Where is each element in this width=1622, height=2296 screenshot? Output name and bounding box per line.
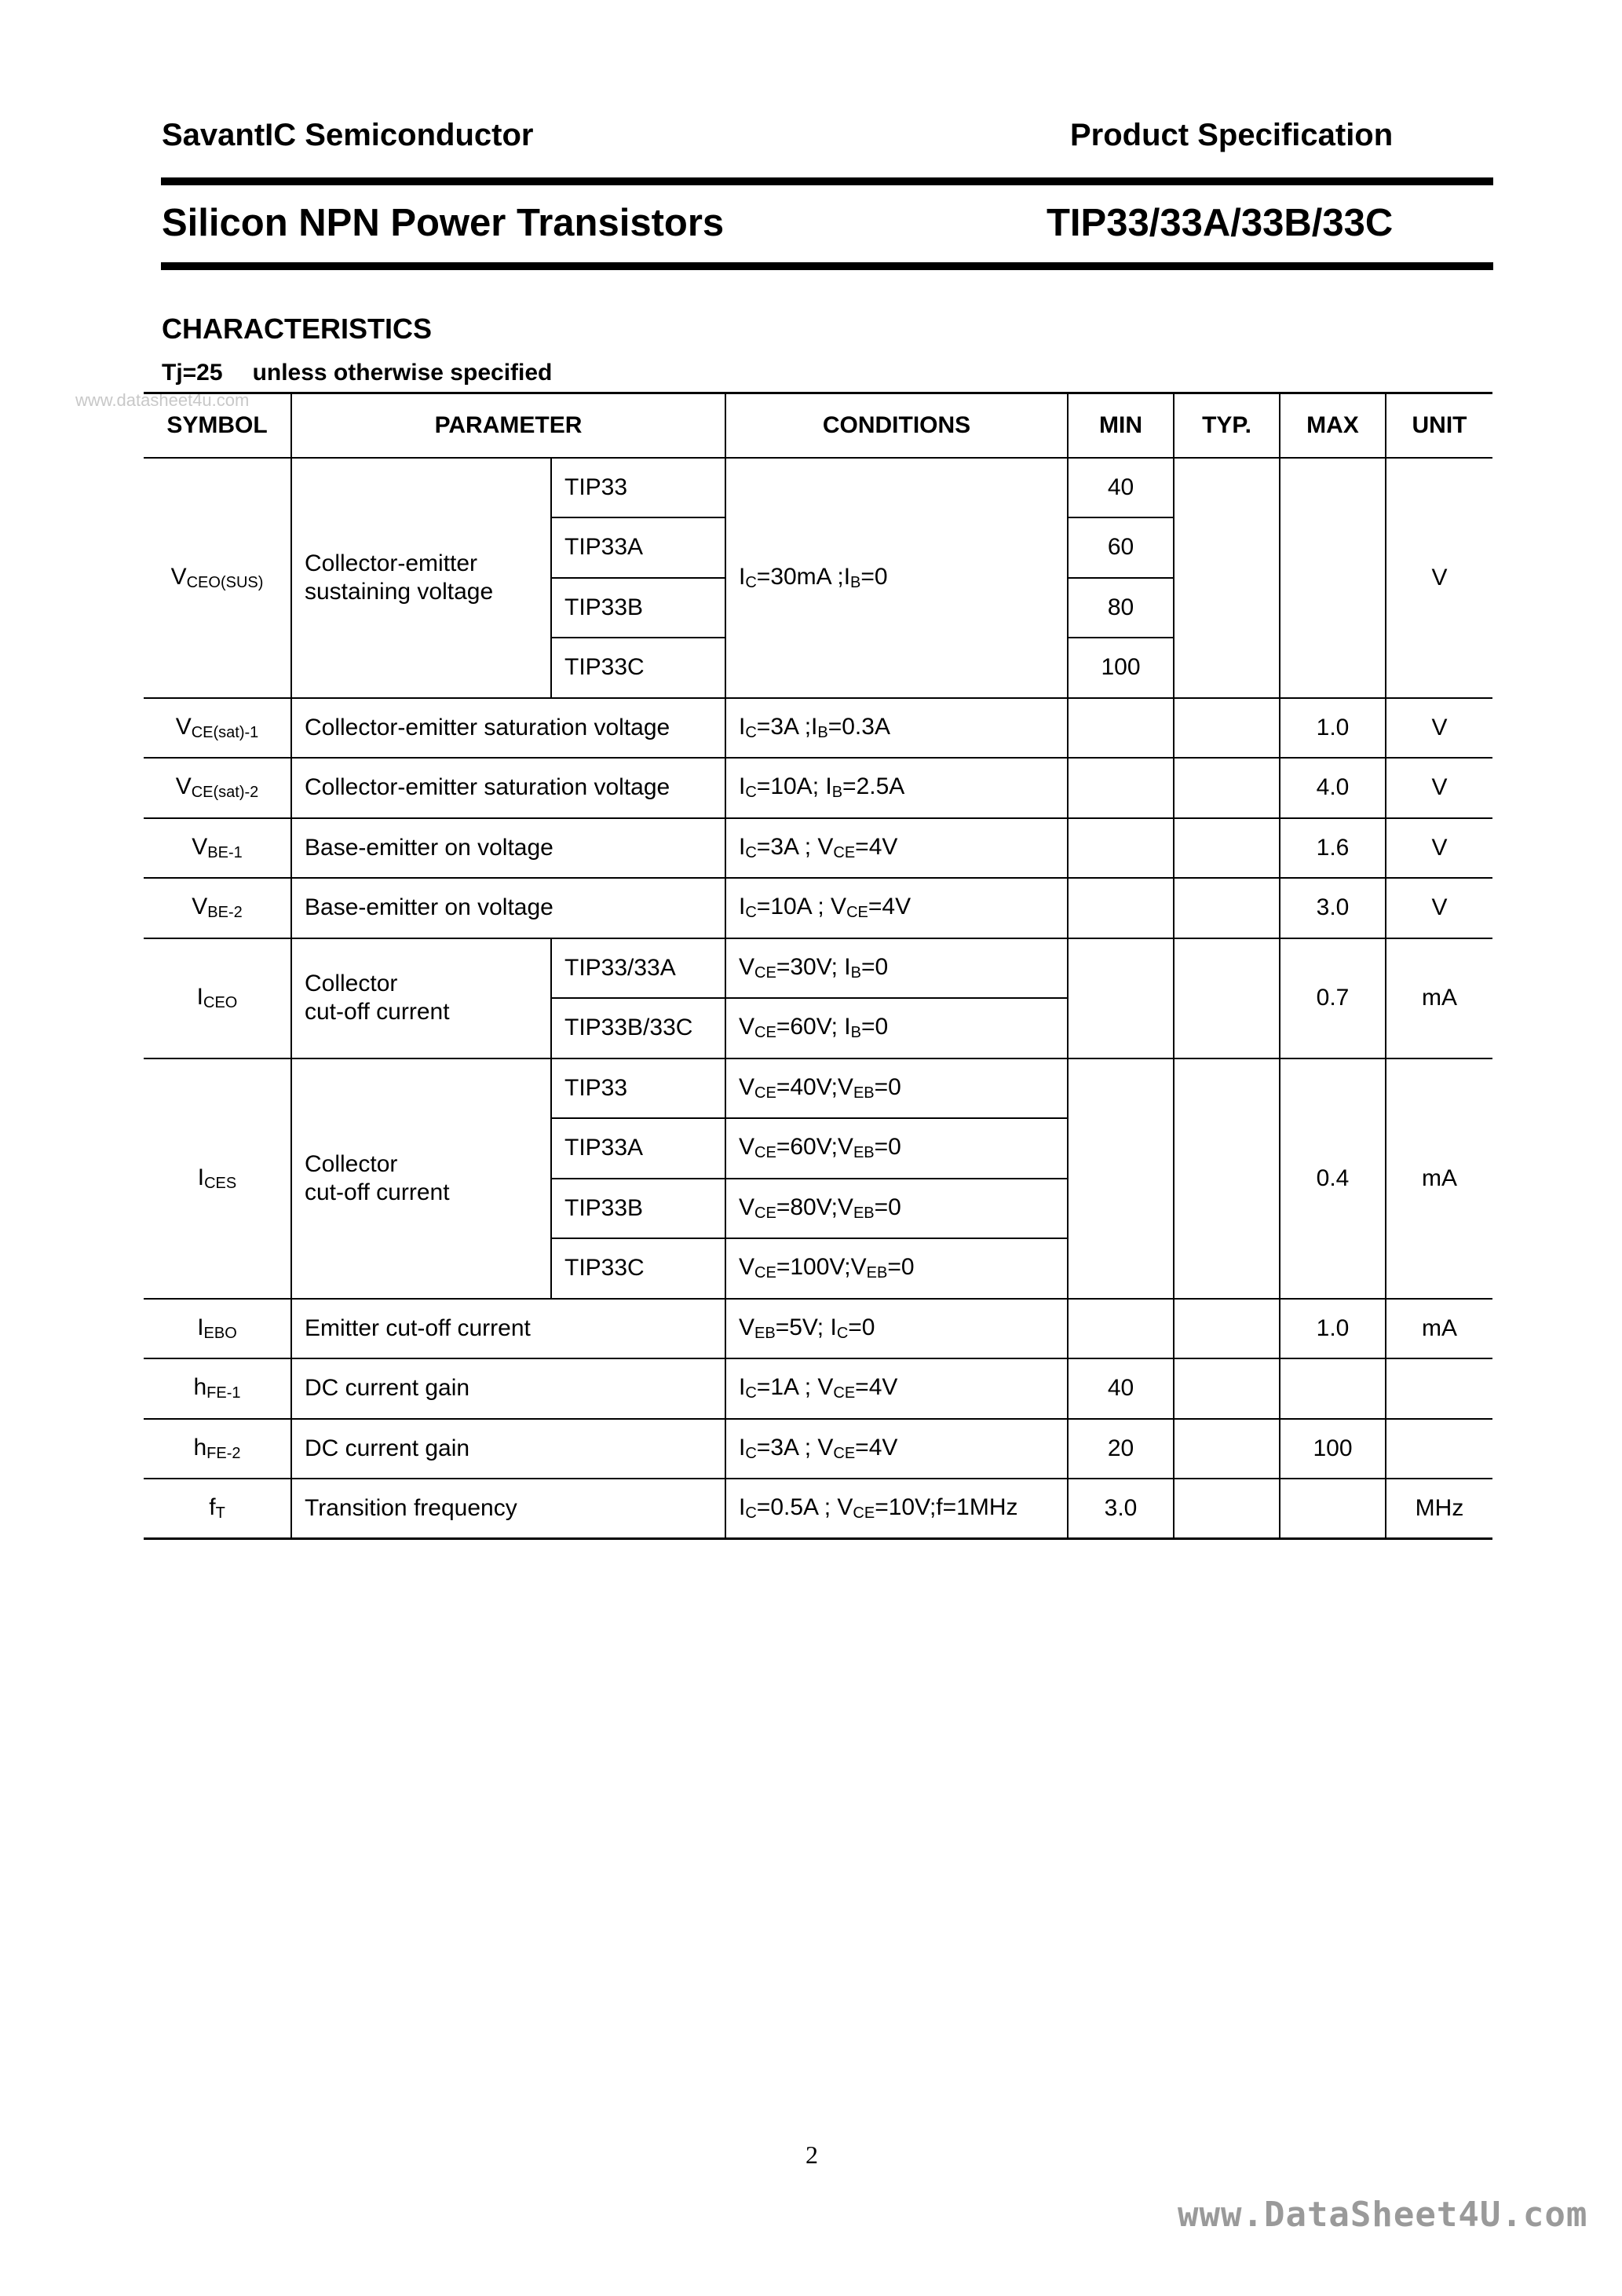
table-row bbox=[144, 878, 1492, 938]
parameter-vbe2: Base-emitter on voltage bbox=[291, 878, 725, 938]
unit-iceo: mA bbox=[1386, 938, 1492, 1058]
unit-ft: MHz bbox=[1386, 1479, 1492, 1539]
watermark-top: www.datasheet4u.com bbox=[75, 390, 250, 410]
symbol-vbe2: $V_{BE-2}$ bbox=[144, 878, 291, 938]
min-vcesat1 bbox=[1068, 698, 1174, 759]
table-row bbox=[144, 818, 1492, 879]
symbol-vcesat1: $V_{CE(sat)-1}$ bbox=[144, 698, 291, 759]
variant-tip33b: TIP33B bbox=[551, 578, 725, 638]
max-iceo: 0.7 bbox=[1280, 938, 1386, 1058]
min-ices bbox=[1068, 1058, 1174, 1299]
header-rule-top bbox=[161, 177, 1493, 185]
header-unit: UNIT bbox=[1386, 393, 1492, 458]
conditions-vbe1: $I_C=3A$ ; $V_{CE}=4V$ bbox=[725, 818, 1068, 879]
header-symbol: SYMBOL bbox=[144, 393, 291, 458]
conditions-ices-1: $V_{CE}=40V;V_{EB}=0$ bbox=[725, 1058, 1068, 1119]
unit-vbe1: V bbox=[1386, 818, 1492, 879]
max-hfe1 bbox=[1280, 1358, 1386, 1419]
conditions-iceo-1: $V_{CE}=30V$; $I_B=0$ bbox=[725, 938, 1068, 999]
conditions-hfe2: $I_C=3A$ ; $V_{CE}=4V$ bbox=[725, 1419, 1068, 1479]
conditions-iceo-2: $V_{CE}=60V$; $I_B=0$ bbox=[725, 998, 1068, 1058]
table-row bbox=[144, 458, 1492, 518]
max-vcesat1: 1.0 bbox=[1280, 698, 1386, 759]
variant-ices-tip33a: TIP33A bbox=[551, 1118, 725, 1179]
table-row bbox=[144, 1479, 1492, 1539]
variant-ices-tip33: TIP33 bbox=[551, 1058, 725, 1119]
typ-hfe2 bbox=[1174, 1419, 1280, 1479]
max-iebo: 1.0 bbox=[1280, 1299, 1386, 1359]
table-row bbox=[144, 758, 1492, 818]
parameter-iceo: Collector cut-off current bbox=[291, 938, 551, 1058]
variant-tip33c: TIP33C bbox=[551, 638, 725, 698]
min-vceo-tip33b: 80 bbox=[1068, 578, 1174, 638]
header-typ: TYP. bbox=[1174, 393, 1280, 458]
conditions-ices-2: $V_{CE}=60V;V_{EB}=0$ bbox=[725, 1118, 1068, 1179]
conditions-vbe2: $I_C=10A$ ; $V_{CE}=4V$ bbox=[725, 878, 1068, 938]
symbol-vcesat2: $V_{CE(sat)-2}$ bbox=[144, 758, 291, 818]
min-vcesat2 bbox=[1068, 758, 1174, 818]
max-vceo bbox=[1280, 458, 1386, 698]
unit-hfe2 bbox=[1386, 1419, 1492, 1479]
conditions-iebo: $V_{EB}=5V$; $I_C=0$ bbox=[725, 1299, 1068, 1359]
parameter-vbe1: Base-emitter on voltage bbox=[291, 818, 725, 879]
symbol-ft: $f_T$ bbox=[144, 1479, 291, 1539]
max-vbe1: 1.6 bbox=[1280, 818, 1386, 879]
symbol-iceo: $I_{CEO}$ bbox=[144, 938, 291, 1058]
min-hfe2: 20 bbox=[1068, 1419, 1174, 1479]
min-hfe1: 40 bbox=[1068, 1358, 1174, 1419]
header-conditions: CONDITIONS bbox=[725, 393, 1068, 458]
page-number: 2 bbox=[806, 2141, 818, 2169]
symbol-vceo: $V_{CEO(SUS)}$ bbox=[144, 458, 291, 698]
max-ft bbox=[1280, 1479, 1386, 1539]
header-parameter: PARAMETER bbox=[291, 393, 725, 458]
table-row bbox=[144, 1058, 1492, 1119]
table-row bbox=[144, 938, 1492, 999]
typ-vceo bbox=[1174, 458, 1280, 698]
table-row bbox=[144, 1299, 1492, 1359]
symbol-ices: $I_{CES}$ bbox=[144, 1058, 291, 1299]
junction-temp: Tj=25 bbox=[162, 360, 223, 386]
variant-ices-tip33b: TIP33B bbox=[551, 1179, 725, 1239]
unit-iebo: mA bbox=[1386, 1299, 1492, 1359]
min-vceo-tip33a: 60 bbox=[1068, 517, 1174, 578]
header-rule-bottom bbox=[161, 262, 1493, 270]
typ-vcesat1 bbox=[1174, 698, 1280, 759]
typ-iebo bbox=[1174, 1299, 1280, 1359]
variant-tip33: TIP33 bbox=[551, 458, 725, 518]
conditions-ices-4: $V_{CE}=100V;V_{EB}=0$ bbox=[725, 1238, 1068, 1299]
variant-tip33a: TIP33A bbox=[551, 517, 725, 578]
table-row bbox=[144, 1358, 1492, 1419]
unit-vcesat1: V bbox=[1386, 698, 1492, 759]
product-family-title: Silicon NPN Power Transistors bbox=[162, 202, 725, 244]
table-header-row bbox=[144, 393, 1492, 458]
symbol-hfe2: $h_{FE-2}$ bbox=[144, 1419, 291, 1479]
conditions-ices-3: $V_{CE}=80V;V_{EB}=0$ bbox=[725, 1179, 1068, 1239]
min-iceo bbox=[1068, 938, 1174, 1058]
conditions-vceo: $I_C=30mA$ $;I_B=0$ bbox=[725, 458, 1068, 698]
typ-iceo bbox=[1174, 938, 1280, 1058]
conditions-ft: $I_C=0.5A$ ; $V_{CE}=10V;f=1MHz$ bbox=[725, 1479, 1068, 1539]
parameter-vceo: Collector-emitter sustaining voltage bbox=[291, 458, 551, 698]
variant-ices-tip33c: TIP33C bbox=[551, 1238, 725, 1299]
parameter-ft: Transition frequency bbox=[291, 1479, 725, 1539]
typ-ices bbox=[1174, 1058, 1280, 1299]
conditions-vcesat2: $I_C=10A$; $I_B=2.5A$ bbox=[725, 758, 1068, 818]
typ-ft bbox=[1174, 1479, 1280, 1539]
unit-vbe2: V bbox=[1386, 878, 1492, 938]
min-iebo bbox=[1068, 1299, 1174, 1359]
part-numbers-title: TIP33/33A/33B/33C bbox=[1047, 202, 1394, 244]
min-vbe2 bbox=[1068, 878, 1174, 938]
parameter-vcesat1: Collector-emitter saturation voltage bbox=[291, 698, 725, 759]
characteristics-table bbox=[144, 392, 1492, 1540]
table-row bbox=[144, 698, 1492, 759]
max-hfe2: 100 bbox=[1280, 1419, 1386, 1479]
unit-vceo: V bbox=[1386, 458, 1492, 698]
variant-tip33-33a: TIP33/33A bbox=[551, 938, 725, 999]
typ-vbe1 bbox=[1174, 818, 1280, 879]
typ-vbe2 bbox=[1174, 878, 1280, 938]
min-vceo-tip33c: 100 bbox=[1068, 638, 1174, 698]
section-title: CHARACTERISTICS bbox=[162, 313, 433, 345]
min-vceo-tip33: 40 bbox=[1068, 458, 1174, 518]
min-vbe1 bbox=[1068, 818, 1174, 879]
header-min: MIN bbox=[1068, 393, 1174, 458]
document-type: Product Specification bbox=[1070, 118, 1394, 152]
parameter-ices: Collector cut-off current bbox=[291, 1058, 551, 1299]
max-ices: 0.4 bbox=[1280, 1058, 1386, 1299]
company-name: SavantIC Semiconductor bbox=[162, 118, 534, 152]
symbol-vbe1: $V_{BE-1}$ bbox=[144, 818, 291, 879]
typ-vcesat2 bbox=[1174, 758, 1280, 818]
conditions-hfe1: $I_C=1A$ ; $V_{CE}=4V$ bbox=[725, 1358, 1068, 1419]
parameter-hfe1: DC current gain bbox=[291, 1358, 725, 1419]
max-vcesat2: 4.0 bbox=[1280, 758, 1386, 818]
watermark-bottom: www.DataSheet4U.com bbox=[1178, 2195, 1588, 2235]
conditions-vcesat1: $I_C=3A$ $;I_B=0.3A$ bbox=[725, 698, 1068, 759]
typ-hfe1 bbox=[1174, 1358, 1280, 1419]
variant-tip33b-33c: TIP33B/33C bbox=[551, 998, 725, 1058]
unit-vcesat2: V bbox=[1386, 758, 1492, 818]
test-condition bbox=[162, 360, 552, 386]
parameter-vcesat2: Collector-emitter saturation voltage bbox=[291, 758, 725, 818]
parameter-iebo: Emitter cut-off current bbox=[291, 1299, 725, 1359]
min-ft: 3.0 bbox=[1068, 1479, 1174, 1539]
symbol-hfe1: $h_{FE-1}$ bbox=[144, 1358, 291, 1419]
unit-hfe1 bbox=[1386, 1358, 1492, 1419]
table-row bbox=[144, 1419, 1492, 1479]
unit-ices: mA bbox=[1386, 1058, 1492, 1299]
condition-note: unless otherwise specified bbox=[252, 360, 553, 386]
symbol-iebo: $I_{EBO}$ bbox=[144, 1299, 291, 1359]
header-max: MAX bbox=[1280, 393, 1386, 458]
max-vbe2: 3.0 bbox=[1280, 878, 1386, 938]
parameter-hfe2: DC current gain bbox=[291, 1419, 725, 1479]
